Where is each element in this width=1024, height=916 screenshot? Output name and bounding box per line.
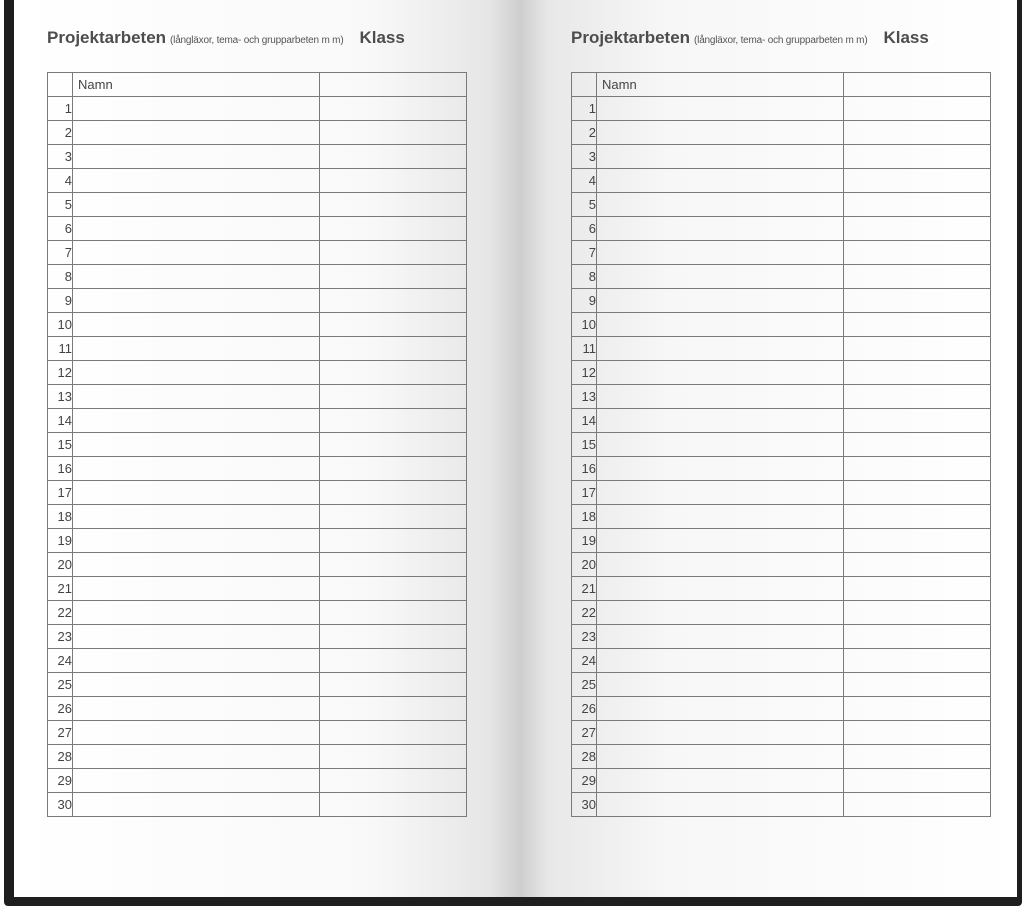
table-row xyxy=(572,673,991,697)
extra-cell[interactable] xyxy=(320,337,467,361)
table-row xyxy=(572,721,991,745)
row-number: 22 xyxy=(572,601,597,625)
name-cell[interactable] xyxy=(73,97,320,121)
name-cell[interactable] xyxy=(73,481,320,505)
extra-cell[interactable] xyxy=(844,361,991,385)
class-label: Klass xyxy=(883,28,929,47)
table-row xyxy=(48,241,467,265)
table-row xyxy=(572,193,991,217)
extra-cell[interactable] xyxy=(320,121,467,145)
row-number: 15 xyxy=(572,433,597,457)
row-number: 19 xyxy=(48,529,73,553)
name-cell[interactable] xyxy=(597,313,844,337)
extra-cell[interactable] xyxy=(844,529,991,553)
name-cell[interactable] xyxy=(597,553,844,577)
table-row xyxy=(48,745,467,769)
number-header-cell xyxy=(48,73,73,97)
extra-cell[interactable] xyxy=(844,505,991,529)
name-table xyxy=(571,72,991,817)
name-cell[interactable] xyxy=(597,793,844,817)
row-number: 1 xyxy=(48,97,73,121)
number-header-cell xyxy=(572,73,597,97)
table-row xyxy=(48,169,467,193)
table-row xyxy=(48,769,467,793)
row-number: 9 xyxy=(572,289,597,313)
name-cell[interactable] xyxy=(73,457,320,481)
table-row xyxy=(48,457,467,481)
extra-cell[interactable] xyxy=(320,361,467,385)
table-row xyxy=(572,241,991,265)
extra-cell[interactable] xyxy=(844,601,991,625)
row-number: 26 xyxy=(48,697,73,721)
name-cell[interactable] xyxy=(597,265,844,289)
name-cell[interactable] xyxy=(73,193,320,217)
name-cell[interactable] xyxy=(597,529,844,553)
row-number: 4 xyxy=(572,169,597,193)
table-row xyxy=(572,529,991,553)
table-row xyxy=(572,553,991,577)
row-number: 14 xyxy=(48,409,73,433)
extra-cell[interactable] xyxy=(320,217,467,241)
extra-header-cell xyxy=(844,73,991,97)
name-cell[interactable] xyxy=(597,697,844,721)
extra-cell[interactable] xyxy=(320,169,467,193)
extra-cell[interactable] xyxy=(320,769,467,793)
row-number: 16 xyxy=(48,457,73,481)
row-number: 23 xyxy=(48,625,73,649)
name-cell[interactable] xyxy=(597,577,844,601)
table-row xyxy=(572,409,991,433)
extra-cell[interactable] xyxy=(844,745,991,769)
row-number: 30 xyxy=(48,793,73,817)
extra-cell[interactable] xyxy=(844,121,991,145)
table-row xyxy=(572,601,991,625)
table-row xyxy=(48,721,467,745)
table-row xyxy=(48,313,467,337)
table-row xyxy=(48,385,467,409)
row-number: 8 xyxy=(48,265,73,289)
table-row xyxy=(572,649,991,673)
extra-cell[interactable] xyxy=(844,697,991,721)
name-cell[interactable] xyxy=(597,433,844,457)
extra-cell[interactable] xyxy=(320,481,467,505)
name-cell[interactable] xyxy=(597,457,844,481)
extra-cell[interactable] xyxy=(844,793,991,817)
name-cell[interactable] xyxy=(597,769,844,793)
name-cell[interactable] xyxy=(73,529,320,553)
page-subtitle: (långläxor, tema- och grupparbeten m m) xyxy=(694,35,868,46)
name-cell[interactable] xyxy=(597,169,844,193)
name-cell[interactable] xyxy=(597,289,844,313)
row-number: 9 xyxy=(48,289,73,313)
extra-cell[interactable] xyxy=(844,385,991,409)
name-cell[interactable] xyxy=(597,97,844,121)
row-number: 11 xyxy=(48,337,73,361)
name-cell[interactable] xyxy=(73,313,320,337)
page-header xyxy=(571,28,929,52)
row-number: 24 xyxy=(572,649,597,673)
name-cell[interactable] xyxy=(597,721,844,745)
name-cell[interactable] xyxy=(73,145,320,169)
name-cell[interactable] xyxy=(597,505,844,529)
extra-cell[interactable] xyxy=(844,577,991,601)
table-row xyxy=(572,745,991,769)
row-number: 5 xyxy=(48,193,73,217)
extra-cell[interactable] xyxy=(320,265,467,289)
extra-cell[interactable] xyxy=(844,721,991,745)
table-row xyxy=(48,649,467,673)
row-number: 22 xyxy=(48,601,73,625)
table-row xyxy=(48,529,467,553)
extra-cell[interactable] xyxy=(320,289,467,313)
row-number: 12 xyxy=(572,361,597,385)
row-number: 3 xyxy=(572,145,597,169)
extra-cell[interactable] xyxy=(320,553,467,577)
extra-cell[interactable] xyxy=(844,193,991,217)
extra-cell[interactable] xyxy=(844,481,991,505)
extra-cell[interactable] xyxy=(844,673,991,697)
left-page xyxy=(14,0,519,897)
row-number: 10 xyxy=(572,313,597,337)
table-row xyxy=(572,169,991,193)
name-cell[interactable] xyxy=(597,121,844,145)
extra-cell[interactable] xyxy=(844,217,991,241)
row-number: 8 xyxy=(572,265,597,289)
name-cell[interactable] xyxy=(73,625,320,649)
table-row xyxy=(48,337,467,361)
row-number: 19 xyxy=(572,529,597,553)
row-number: 7 xyxy=(572,241,597,265)
extra-cell[interactable] xyxy=(320,409,467,433)
table-row xyxy=(48,193,467,217)
row-number: 12 xyxy=(48,361,73,385)
table-row xyxy=(48,577,467,601)
name-cell[interactable] xyxy=(73,793,320,817)
row-number: 13 xyxy=(48,385,73,409)
extra-cell[interactable] xyxy=(844,97,991,121)
table-row xyxy=(572,385,991,409)
row-number: 11 xyxy=(572,337,597,361)
name-header-cell: Namn xyxy=(597,73,844,97)
row-number: 28 xyxy=(48,745,73,769)
name-cell[interactable] xyxy=(73,337,320,361)
extra-cell[interactable] xyxy=(320,649,467,673)
table-row xyxy=(48,409,467,433)
table-row xyxy=(572,769,991,793)
extra-cell[interactable] xyxy=(844,625,991,649)
row-number: 17 xyxy=(572,481,597,505)
name-cell[interactable] xyxy=(73,649,320,673)
row-number: 1 xyxy=(572,97,597,121)
extra-cell[interactable] xyxy=(844,337,991,361)
row-number: 2 xyxy=(572,121,597,145)
extra-cell[interactable] xyxy=(320,385,467,409)
class-label: Klass xyxy=(359,28,405,47)
row-number: 21 xyxy=(572,577,597,601)
name-cell[interactable] xyxy=(73,361,320,385)
row-number: 6 xyxy=(48,217,73,241)
row-number: 27 xyxy=(48,721,73,745)
name-cell[interactable] xyxy=(73,241,320,265)
row-number: 21 xyxy=(48,577,73,601)
name-cell[interactable] xyxy=(73,745,320,769)
name-cell[interactable] xyxy=(73,217,320,241)
table-row xyxy=(48,265,467,289)
name-cell[interactable] xyxy=(73,553,320,577)
table-row xyxy=(48,697,467,721)
table-row xyxy=(572,121,991,145)
table-row xyxy=(48,289,467,313)
table-row xyxy=(48,361,467,385)
row-number: 25 xyxy=(572,673,597,697)
extra-cell[interactable] xyxy=(844,457,991,481)
name-cell[interactable] xyxy=(597,673,844,697)
row-number: 13 xyxy=(572,385,597,409)
page-header xyxy=(47,28,405,52)
table-row xyxy=(48,601,467,625)
name-cell[interactable] xyxy=(73,289,320,313)
table-row xyxy=(572,265,991,289)
name-cell[interactable] xyxy=(73,121,320,145)
table-row xyxy=(572,337,991,361)
name-cell[interactable] xyxy=(597,337,844,361)
row-number: 14 xyxy=(572,409,597,433)
name-cell[interactable] xyxy=(597,481,844,505)
extra-cell[interactable] xyxy=(320,505,467,529)
name-header-cell: Namn xyxy=(73,73,320,97)
table-row xyxy=(572,793,991,817)
table-header-row xyxy=(48,73,467,97)
table-row xyxy=(572,505,991,529)
table-row xyxy=(572,145,991,169)
name-cell[interactable] xyxy=(73,721,320,745)
name-cell[interactable] xyxy=(73,505,320,529)
page-title: Projektarbeten xyxy=(571,28,691,47)
name-cell[interactable] xyxy=(597,745,844,769)
extra-cell[interactable] xyxy=(320,577,467,601)
right-page xyxy=(519,0,1017,897)
extra-cell[interactable] xyxy=(320,433,467,457)
extra-cell[interactable] xyxy=(320,601,467,625)
table-row xyxy=(48,97,467,121)
extra-cell[interactable] xyxy=(844,145,991,169)
name-cell[interactable] xyxy=(73,169,320,193)
extra-cell[interactable] xyxy=(844,241,991,265)
table-row xyxy=(48,121,467,145)
table-row xyxy=(48,505,467,529)
row-number: 17 xyxy=(48,481,73,505)
extra-cell[interactable] xyxy=(320,673,467,697)
row-number: 26 xyxy=(572,697,597,721)
table-row xyxy=(48,481,467,505)
table-row xyxy=(572,481,991,505)
table-row xyxy=(572,433,991,457)
name-cell[interactable] xyxy=(73,409,320,433)
row-number: 29 xyxy=(572,769,597,793)
row-number: 5 xyxy=(572,193,597,217)
extra-cell[interactable] xyxy=(320,97,467,121)
name-cell[interactable] xyxy=(597,361,844,385)
extra-cell[interactable] xyxy=(320,697,467,721)
name-cell[interactable] xyxy=(73,385,320,409)
name-cell[interactable] xyxy=(73,265,320,289)
extra-cell[interactable] xyxy=(844,169,991,193)
extra-cell[interactable] xyxy=(844,433,991,457)
name-cell[interactable] xyxy=(73,577,320,601)
extra-cell[interactable] xyxy=(320,457,467,481)
table-row xyxy=(572,361,991,385)
table-header-row xyxy=(572,73,991,97)
name-cell[interactable] xyxy=(73,673,320,697)
row-number: 10 xyxy=(48,313,73,337)
table-row xyxy=(572,697,991,721)
extra-cell[interactable] xyxy=(320,313,467,337)
name-cell[interactable] xyxy=(597,193,844,217)
row-number: 27 xyxy=(572,721,597,745)
table-row xyxy=(48,433,467,457)
name-cell[interactable] xyxy=(597,385,844,409)
table-row xyxy=(572,577,991,601)
table-row xyxy=(572,217,991,241)
extra-cell[interactable] xyxy=(844,649,991,673)
extra-cell[interactable] xyxy=(844,769,991,793)
extra-cell[interactable] xyxy=(320,193,467,217)
row-number: 3 xyxy=(48,145,73,169)
row-number: 6 xyxy=(572,217,597,241)
extra-cell[interactable] xyxy=(844,409,991,433)
row-number: 20 xyxy=(572,553,597,577)
table-row xyxy=(572,457,991,481)
name-cell[interactable] xyxy=(597,649,844,673)
extra-cell[interactable] xyxy=(844,289,991,313)
name-cell[interactable] xyxy=(73,697,320,721)
row-number: 4 xyxy=(48,169,73,193)
extra-cell[interactable] xyxy=(844,265,991,289)
name-cell[interactable] xyxy=(597,145,844,169)
name-cell[interactable] xyxy=(73,433,320,457)
extra-cell[interactable] xyxy=(320,793,467,817)
table-row xyxy=(48,673,467,697)
extra-cell[interactable] xyxy=(320,625,467,649)
table-row xyxy=(48,217,467,241)
extra-cell[interactable] xyxy=(320,721,467,745)
name-table xyxy=(47,72,467,817)
name-cell[interactable] xyxy=(597,601,844,625)
extra-cell[interactable] xyxy=(844,553,991,577)
table-row xyxy=(572,625,991,649)
name-cell[interactable] xyxy=(597,241,844,265)
row-number: 23 xyxy=(572,625,597,649)
name-cell[interactable] xyxy=(597,409,844,433)
name-cell[interactable] xyxy=(73,601,320,625)
table-row xyxy=(48,793,467,817)
table-row xyxy=(572,97,991,121)
row-number: 29 xyxy=(48,769,73,793)
name-cell[interactable] xyxy=(597,625,844,649)
extra-cell[interactable] xyxy=(320,145,467,169)
table-row xyxy=(48,625,467,649)
extra-cell[interactable] xyxy=(320,241,467,265)
table-row xyxy=(572,313,991,337)
page-subtitle: (långläxor, tema- och grupparbeten m m) xyxy=(170,35,344,46)
extra-cell[interactable] xyxy=(320,745,467,769)
name-cell[interactable] xyxy=(73,769,320,793)
extra-cell[interactable] xyxy=(844,313,991,337)
row-number: 16 xyxy=(572,457,597,481)
row-number: 18 xyxy=(572,505,597,529)
row-number: 25 xyxy=(48,673,73,697)
row-number: 7 xyxy=(48,241,73,265)
row-number: 20 xyxy=(48,553,73,577)
name-cell[interactable] xyxy=(597,217,844,241)
table-row xyxy=(48,553,467,577)
row-number: 30 xyxy=(572,793,597,817)
extra-header-cell xyxy=(320,73,467,97)
table-row xyxy=(48,145,467,169)
row-number: 15 xyxy=(48,433,73,457)
row-number: 18 xyxy=(48,505,73,529)
table-row xyxy=(572,289,991,313)
row-number: 2 xyxy=(48,121,73,145)
extra-cell[interactable] xyxy=(320,529,467,553)
row-number: 28 xyxy=(572,745,597,769)
page-title: Projektarbeten xyxy=(47,28,167,47)
row-number: 24 xyxy=(48,649,73,673)
